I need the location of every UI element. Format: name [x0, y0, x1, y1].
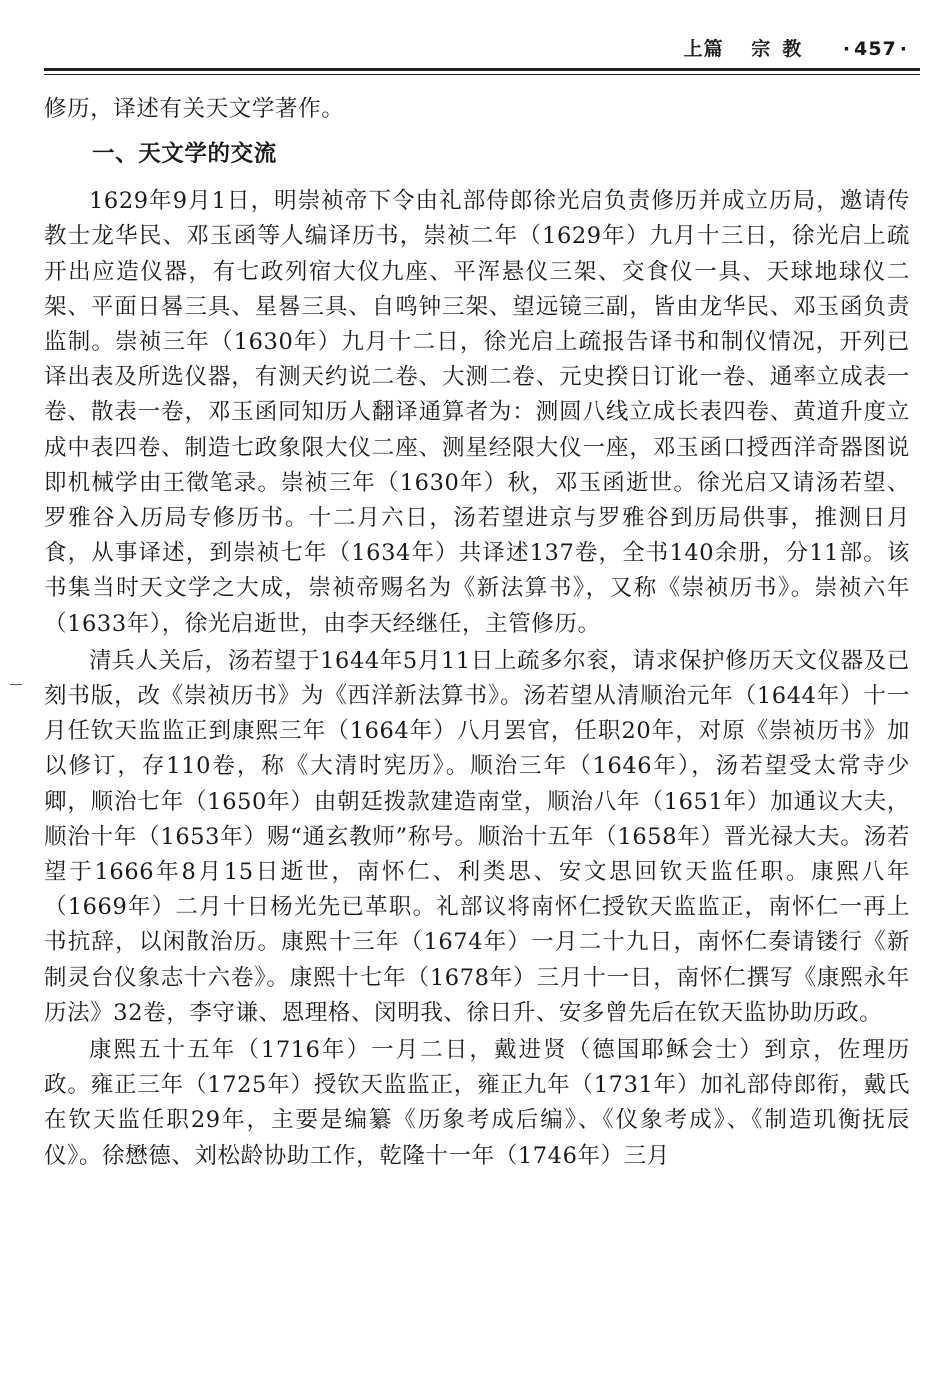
header-rule-thick	[44, 68, 920, 71]
header-topic: 宗教	[751, 38, 814, 60]
opening-line: 修历，译述有关天文学著作。	[44, 96, 345, 122]
header-section: 上篇	[683, 38, 724, 60]
header-rule-thin	[44, 74, 920, 75]
page-number: · 457 ·	[843, 38, 908, 60]
paragraph: 1629年9月1日，明崇祯帝下令由礼部侍郎徐光启负责修历并成立历局，邀请传教士龙华民、邓玉函等人编译历书，崇祯二年（1629年）九月十三日，徐光启上疏开出应造仪器，有七政列宿大仪九座、平浑悬仪三架、交食仪一具、天球地球仪二架、平面日晷三具、星晷三具、自鸣钟三架、望远镜三副，皆由龙华民、邓玉函负责监制。崇祯三年（1630年）九月十二日，徐光启上疏报告译书和制仪情况，开列已译出表及所选仪器，有测天约说二卷、大测二卷、元史揆日订讹一卷、通率立成表一卷、散表一卷，邓玉函同知历人翻译通算者为：测圆八线立成长表四卷、黄道升度立成中表四卷、制造七政象限大仪二座、测星经限大仪一座，邓玉函口授西洋奇器图说即机械学由王徵笔录。崇祯三年（1630年）秋，邓玉函逝世。徐光启又请汤若望、罗雅谷入历局专修历书。十二月六日，汤若望进京与罗雅谷到历局供事，推测日月食，从事译述，到崇祯七年（1634年）共译述137卷，全书140余册，分11部。该书集当时天文学之大成，崇祯帝赐名为《新法算书》，又称《崇祯历书》。崇祯六年（1633年），徐光启逝世，由李天经继任，主管修历。	[44, 188, 910, 637]
body-text	[44, 92, 910, 1174]
section-heading: 一、天文学的交流	[92, 141, 277, 168]
paragraph: 清兵人关后，汤若望于1644年5月11日上疏多尔衮，请求保护修历天文仪器及已刻书版，改《崇祯历书》为《西洋新法算书》。汤若望从清顺治元年（1644年）十一月任钦天监监正到康熙三年（1664年）八月罢官，任职20年，对原《崇祯历书》加以修订，存110卷，称《大清时宪历》。顺治三年（1646年），汤若望受太常寺少卿，顺治七年（1650年）由朝廷拨款建造南堂，顺治八年（1651年）加通议大夫，顺治十年（1653年）赐“通玄教师”称号。顺治十五年（1658年）晋光禄大夫。汤若望于1666年8月15日逝世，南怀仁、利类思、安文思回钦天监任职。康熙八年（1669年）二月十日杨光先已革职。礼部议将南怀仁授钦天监监正，南怀仁一再上书抗辞，以闲散治历。康熙十三年（1674年）一月二十九日，南怀仁奏请镂行《新制灵台仪象志十六卷》。康熙十七年（1678年）三月十一日，南怀仁撰写《康熙永年历法》32卷，李守谦、恩理格、闵明我、徐日升、安多曾先后在钦天监协助历政。	[44, 647, 910, 1026]
margin-mark	[10, 684, 22, 685]
running-header	[684, 34, 908, 61]
paragraph: 康熙五十五年（1716年）一月二日，戴进贤（德国耶稣会士）到京，佐理历政。雍正三年（1725年）授钦天监监正，雍正九年（1731年）加礼部侍郎衔，戴氏在钦天监任职29年，主要是编纂《历象考成后编》、《仪象考成》、《制造玑衡抚辰仪》。徐懋德、刘松龄协助工作，乾隆十一年（1746年）三月	[44, 1037, 910, 1169]
